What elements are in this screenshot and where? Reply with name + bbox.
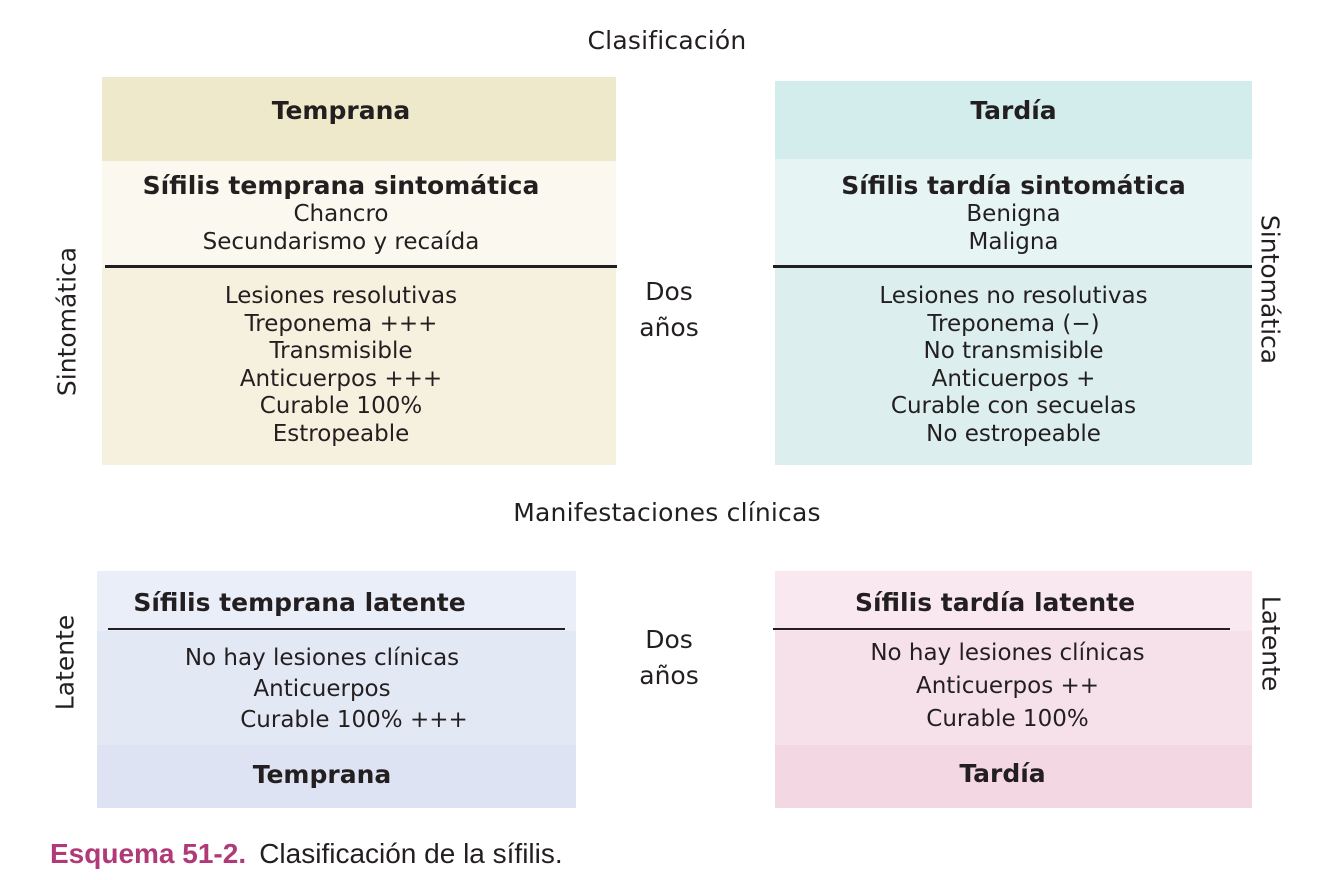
feature-item: No transmisible — [923, 338, 1104, 365]
caption-label: Esquema 51-2. — [50, 838, 247, 869]
feature-item: Anticuerpos ++ — [915, 673, 1100, 699]
clinical-manifestations-title: Manifestaciones clínicas — [513, 498, 821, 527]
divider-word: Dos — [645, 277, 693, 306]
early-symptomatic-line: Secundarismo y recaída — [202, 228, 480, 255]
early-latent-title: Sífilis temprana latente — [133, 588, 466, 617]
feature-item: Lesiones resolutivas — [224, 283, 458, 309]
feature-item: Curable con secuelas — [890, 393, 1137, 420]
axis-label-latent-right: Latente — [1256, 595, 1286, 692]
early-latent-divider — [108, 628, 565, 630]
early-symptomatic-features — [102, 283, 580, 449]
early-latent-features — [97, 643, 547, 736]
late-symptomatic-features — [775, 283, 1252, 449]
late-symptomatic-title-block — [775, 171, 1252, 256]
late-symptomatic-divider — [773, 265, 1252, 268]
two-years-divider-top — [628, 274, 710, 346]
divider-word: años — [639, 313, 699, 342]
feature-item: Curable 100% +++ — [240, 707, 468, 733]
divider-word: Dos — [645, 625, 693, 654]
late-latent-footer: Tardía — [959, 759, 1046, 788]
late-symptomatic-box — [775, 81, 1252, 465]
late-symptomatic-header: Tardía — [970, 96, 1057, 125]
early-symptomatic-header: Temprana — [271, 96, 411, 125]
axis-label-symptomatic-left: Sintomática — [52, 246, 82, 397]
feature-item: Curable 100% — [926, 706, 1089, 732]
feature-item: Curable 100% — [259, 393, 423, 420]
divider-word: años — [639, 661, 699, 690]
early-symptomatic-title-block — [102, 171, 580, 256]
feature-item: Anticuerpos +++ — [239, 365, 443, 392]
feature-item: No hay lesiones clínicas — [184, 645, 460, 671]
late-symptomatic-line: Benigna — [966, 201, 1061, 227]
late-symptomatic-line: Maligna — [968, 228, 1059, 255]
late-latent-title: Sífilis tardía latente — [854, 588, 1136, 617]
feature-item: Anticuerpos + — [931, 365, 1096, 392]
axis-label-latent-left: Latente — [50, 614, 80, 711]
figure-caption — [50, 838, 563, 870]
early-symptomatic-title: Sífilis temprana sintomática — [142, 171, 540, 200]
late-symptomatic-title: Sífilis tardía sintomática — [841, 171, 1186, 200]
early-symptomatic-divider — [105, 265, 617, 268]
feature-item: No estropeable — [926, 420, 1101, 447]
feature-item: Transmisible — [269, 338, 413, 365]
axis-label-symptomatic-right: Sintomática — [1255, 214, 1285, 365]
caption-text: Clasificación de la sífilis. — [259, 838, 563, 869]
classification-title: Clasificación — [587, 26, 747, 55]
two-years-divider-bottom — [628, 622, 710, 694]
feature-item: Treponema (−) — [927, 310, 1100, 337]
early-symptomatic-line: Chancro — [293, 201, 389, 227]
feature-item: Lesiones no resolutivas — [879, 283, 1148, 309]
feature-item: Treponema +++ — [244, 310, 438, 337]
late-latent-features — [775, 637, 1240, 736]
late-latent-divider — [773, 628, 1230, 630]
early-latent-box — [97, 571, 576, 808]
late-latent-box — [775, 571, 1252, 808]
feature-item: No hay lesiones clínicas — [870, 640, 1145, 666]
early-latent-footer: Temprana — [252, 760, 392, 789]
feature-item: Anticuerpos — [253, 676, 391, 702]
feature-item: Estropeable — [272, 420, 410, 447]
early-symptomatic-box — [102, 77, 616, 465]
